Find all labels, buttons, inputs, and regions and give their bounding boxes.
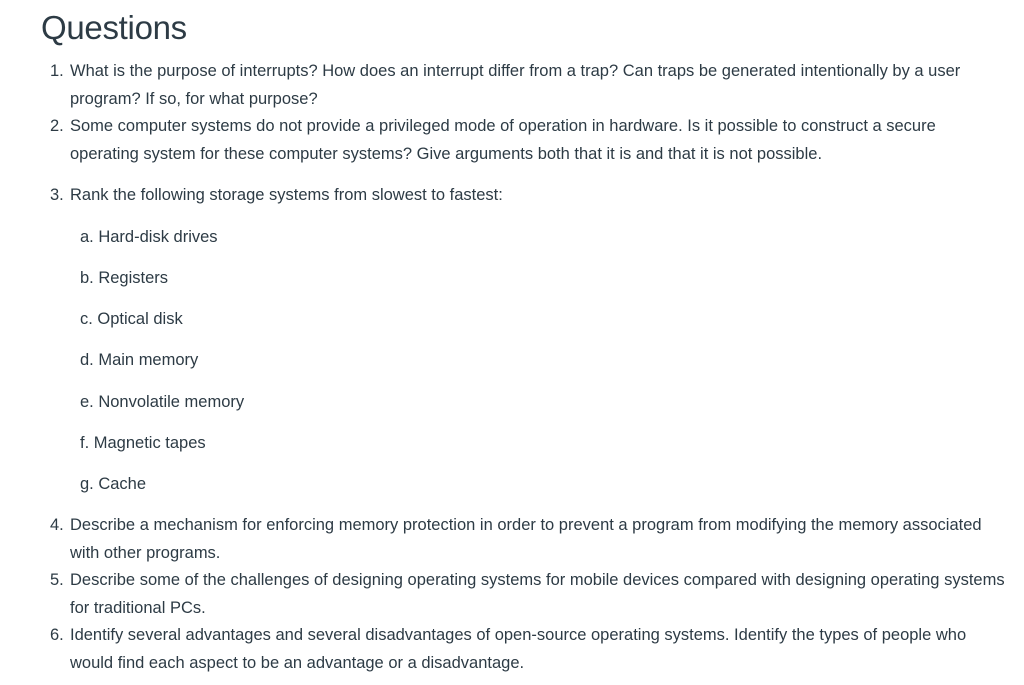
question-text: Rank the following storage systems from slowest to fastest:: [70, 186, 503, 204]
question-text: Describe some of the challenges of designing operating systems for mobile devices compared with designing operating systems for traditional PCs.: [70, 571, 1005, 617]
question-text: Identify several advantages and several disadvantages of open-source operating systems. Identify the types of people who would find each aspect to be an advantage or a disadvantage.: [70, 626, 967, 672]
question-3: [50, 182, 1005, 210]
question-number: 6.: [50, 626, 64, 644]
option-a-hard-disk-drives: a. Hard-disk drives: [80, 228, 218, 246]
question-number: 5.: [50, 571, 64, 589]
option-d-main-memory: d. Main memory: [80, 351, 199, 369]
option-b-registers: b. Registers: [80, 269, 169, 287]
question-text: Some computer systems do not provide a privileged mode of operation in hardware. Is it possible to construct a secure operating system for these computer systems? Give arguments both that it is and that it is not possible.: [70, 117, 936, 163]
question-number: 2.: [50, 117, 64, 135]
option-e-nonvolatile-memory: e. Nonvolatile memory: [80, 393, 245, 411]
question-text: What is the purpose of interrupts? How does an interrupt differ from a trap? Can traps be generated intentionally by a user program? If so, for what purpose?: [70, 62, 961, 108]
question-1: [50, 58, 1005, 113]
question-text: Describe a mechanism for enforcing memory protection in order to prevent a program from modifying the memory associated with other programs.: [70, 516, 982, 562]
question-number: 1.: [50, 62, 64, 80]
question-number: 4.: [50, 516, 64, 534]
option-c-optical-disk: c. Optical disk: [80, 310, 183, 328]
question-4: [50, 512, 1005, 567]
question-5: [50, 567, 1005, 622]
question-2: [50, 113, 1005, 168]
option-g-cache: g. Cache: [80, 475, 147, 493]
page-title: Questions: [41, 9, 187, 46]
question-6: [50, 622, 1005, 677]
option-f-magnetic-tapes: f. Magnetic tapes: [80, 434, 206, 452]
question-number: 3.: [50, 186, 64, 204]
